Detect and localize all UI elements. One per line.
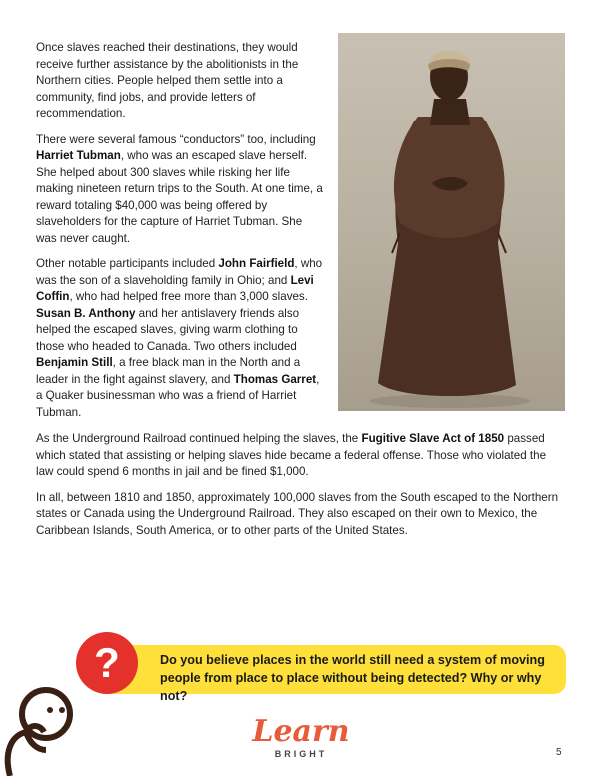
portrait-photo — [338, 33, 565, 411]
logo-subtitle: BRIGHT — [274, 749, 328, 759]
text-run: , a free black man in the North and a leader in the fight against slavery, and — [36, 356, 301, 386]
paragraph-3 — [36, 256, 324, 421]
full-width-text — [36, 431, 566, 548]
bold-name-susan-b-anthony: Susan B. Anthony — [36, 306, 136, 320]
portrait-figure — [338, 33, 565, 411]
text-run: , who was the son of a slaveholding family in Ohio; and — [36, 257, 323, 287]
text-run: There were several famous “conductors” too, including — [36, 132, 316, 146]
bold-name-levi-coffin: Levi Coffin — [36, 273, 314, 303]
paragraph-5: In all, between 1810 and 1850, approximately 100,000 slaves from the South escaped to the Northern states or Canada using the Underground Railroad. They also escaped on their own to Mexico, the Caribbean Islands, South America, or to other parts of the United States. — [36, 490, 559, 537]
text-run: , who was an escaped slave herself. She helped about 300 slaves while risking her life making nineteen return trips to the South. At one time, a reward totaling $40,000 was being offered by slaveholders for the capture of Harriet Tubman. She was never caught. — [36, 149, 323, 245]
thinking-person-icon — [0, 684, 90, 776]
paragraph-1: Once slaves reached their destinations, they would receive further assistance by the abolitionists in the Northern cities. People helped them settle into a community, find jobs, and provide letters of recommendation. — [36, 41, 299, 120]
paragraph-4 — [36, 431, 566, 481]
text-run: passed which stated that assisting or helping slaves hide became a federal offense. Those who violated the law could spend 6 months in jail and be fined $1,000. — [36, 432, 547, 478]
text-run: , who had helped free more than 3,000 slaves. — [69, 290, 308, 303]
bold-term-fugitive-slave-act: Fugitive Slave Act of 1850 — [361, 432, 505, 445]
logo-word: Learn — [252, 714, 350, 749]
question-mark: ? — [94, 639, 120, 686]
bold-name-john-fairfield: John Fairfield — [218, 257, 295, 270]
text-run: and her antislavery friends also helped the escaped slaves, giving warm clothing to those who headed to Canada. Two others included — [36, 306, 300, 353]
bold-name-harriet-tubman: Harriet Tubman — [36, 149, 121, 162]
bold-name-thomas-garret: Thomas Garret — [233, 372, 317, 386]
bold-name-benjamin-still: Benjamin Still — [36, 356, 113, 369]
paragraph-2 — [36, 132, 324, 248]
text-run: Other notable participants included — [36, 257, 219, 270]
text-run: , a Quaker businessman who was a friend of Harriet Tubman. — [36, 372, 320, 419]
learn-bright-logo — [247, 715, 355, 767]
left-column-text — [36, 40, 324, 430]
text-run: As the Underground Railroad continued helping the slaves, the — [36, 432, 362, 445]
callout-question: Do you believe places in the world still need a system of moving people from place to place without being detected? Why or why not? — [160, 653, 545, 703]
page-number: 5 — [556, 747, 562, 758]
